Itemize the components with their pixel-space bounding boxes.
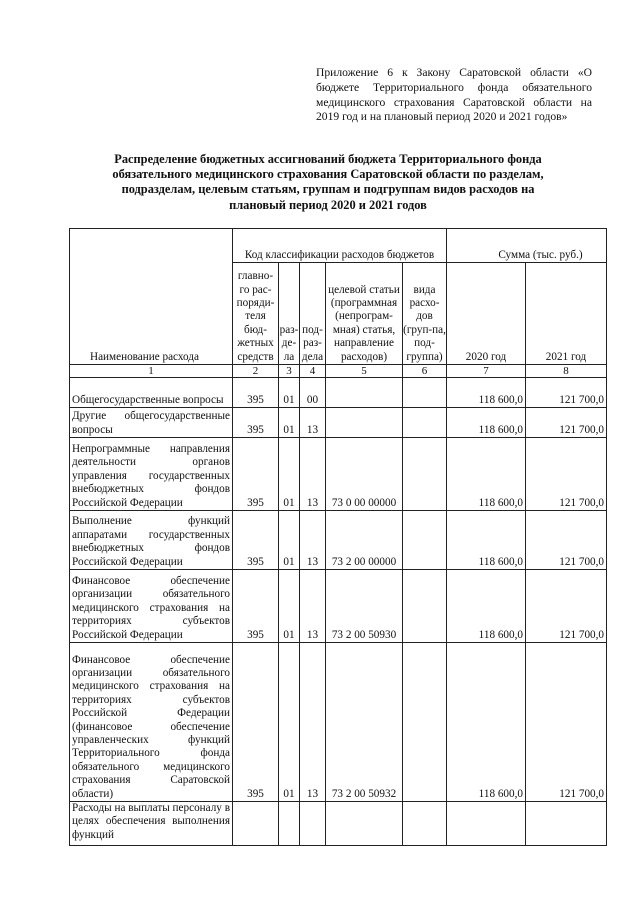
row-rz: 01 <box>279 643 300 802</box>
row-name: Расходы на выплаты персоналу в целях обеспечения выполнения функций <box>70 802 233 846</box>
row-name: Другие общегосударственные вопросы <box>70 408 233 438</box>
row-2020 <box>447 802 526 846</box>
row-cs: 73 2 00 50930 <box>326 570 403 643</box>
row-2021 <box>526 802 607 846</box>
row-2020: 118 600,0 <box>447 378 526 408</box>
annex-note: Приложение 6 к Закону Саратовской области «О бюджете Территориального фонда обязательного медицинского страхования Саратовской области на 2019 год и на плановый период 2020 и 2021 годов» <box>316 66 592 124</box>
row-2021: 121 700,0 <box>526 438 607 511</box>
header-code-group: Код классификации расходов бюджетов <box>233 229 447 263</box>
row-2021: 121 700,0 <box>526 643 607 802</box>
row-2021: 121 700,0 <box>526 570 607 643</box>
row-rz <box>279 802 300 846</box>
row-vr <box>403 511 447 570</box>
row-cs: 73 0 00 00000 <box>326 438 403 511</box>
row-gr: 395 <box>233 378 279 408</box>
col-number: 6 <box>403 365 447 378</box>
row-name: Финансовое обеспечение организации обязательного медицинского страхования на территориях субъектов Российской Федерации <box>70 570 233 643</box>
row-name: Непрограммные направления деятельности органов управления государственных внебюджетных фондов Российской Федерации <box>70 438 233 511</box>
row-vr <box>403 643 447 802</box>
col-number: 1 <box>70 365 233 378</box>
row-vr <box>403 570 447 643</box>
row-name: Выполнение функций аппаратами государственных внебюджетных фондов Российской Федерации <box>70 511 233 570</box>
row-vr <box>403 438 447 511</box>
header-2020: 2020 год <box>447 263 526 365</box>
row-2020: 118 600,0 <box>447 408 526 438</box>
table-row <box>70 408 607 438</box>
header-2021: 2021 год <box>526 263 607 365</box>
row-name: Финансовое обеспечение организации обязательного медицинского страхования на территориях субъектов Российской Федерации (финансовое обеспечение управленческих функций Территориального фонда обязательного медицинского страхования Саратовской области) <box>70 643 233 802</box>
row-vr <box>403 408 447 438</box>
row-gr: 395 <box>233 643 279 802</box>
row-gr: 395 <box>233 408 279 438</box>
row-2020: 118 600,0 <box>447 438 526 511</box>
budget-table <box>69 228 607 846</box>
row-cs <box>326 802 403 846</box>
row-pr <box>300 802 326 846</box>
table-row <box>70 438 607 511</box>
row-pr: 13 <box>300 511 326 570</box>
table-row <box>70 511 607 570</box>
header-cs: целевой статьи (программная (непрограм-мная) статья, направление расходов) <box>326 263 403 365</box>
col-number: 4 <box>300 365 326 378</box>
header-rz: раз-де-ла <box>279 263 300 365</box>
row-rz: 01 <box>279 570 300 643</box>
row-gr: 395 <box>233 570 279 643</box>
row-pr: 13 <box>300 570 326 643</box>
row-pr: 00 <box>300 378 326 408</box>
row-2020: 118 600,0 <box>447 511 526 570</box>
table-row <box>70 802 607 846</box>
row-2020: 118 600,0 <box>447 643 526 802</box>
row-cs: 73 2 00 50932 <box>326 643 403 802</box>
row-gr <box>233 802 279 846</box>
row-rz: 01 <box>279 438 300 511</box>
header-pr: под-раз-дела <box>300 263 326 365</box>
col-number: 3 <box>279 365 300 378</box>
row-cs <box>326 378 403 408</box>
row-2021: 121 700,0 <box>526 511 607 570</box>
table-row <box>70 378 607 408</box>
row-2021: 121 700,0 <box>526 408 607 438</box>
row-rz: 01 <box>279 378 300 408</box>
row-cs: 73 2 00 00000 <box>326 511 403 570</box>
row-2020: 118 600,0 <box>447 570 526 643</box>
header-sum: Сумма (тыс. руб.) <box>447 229 607 263</box>
row-2021: 121 700,0 <box>526 378 607 408</box>
col-number: 7 <box>447 365 526 378</box>
row-vr <box>403 378 447 408</box>
row-rz: 01 <box>279 408 300 438</box>
document-title: Распределение бюджетных ассигнований бюджета Территориального фонда обязательного медицинского страхования Саратовской области по разделам, подразделам, целевым статьям, группам и подгруппам видов расходов на плановый период 2020 и 2021 годов <box>112 152 544 212</box>
row-vr <box>403 802 447 846</box>
row-pr: 13 <box>300 438 326 511</box>
table-row <box>70 643 607 802</box>
col-number: 8 <box>526 365 607 378</box>
row-pr: 13 <box>300 643 326 802</box>
col-number: 2 <box>233 365 279 378</box>
row-gr: 395 <box>233 511 279 570</box>
table-row <box>70 570 607 643</box>
row-gr: 395 <box>233 438 279 511</box>
header-gr: главно-го рас-поряди-теля бюд-жетных средств <box>233 263 279 365</box>
col-number: 5 <box>326 365 403 378</box>
header-vr: вида расхо-дов (груп-па, под-группа) <box>403 263 447 365</box>
row-pr: 13 <box>300 408 326 438</box>
row-cs <box>326 408 403 438</box>
row-rz: 01 <box>279 511 300 570</box>
header-name: Наименование расхода <box>70 229 233 365</box>
row-name: Общегосударственные вопросы <box>70 378 233 408</box>
